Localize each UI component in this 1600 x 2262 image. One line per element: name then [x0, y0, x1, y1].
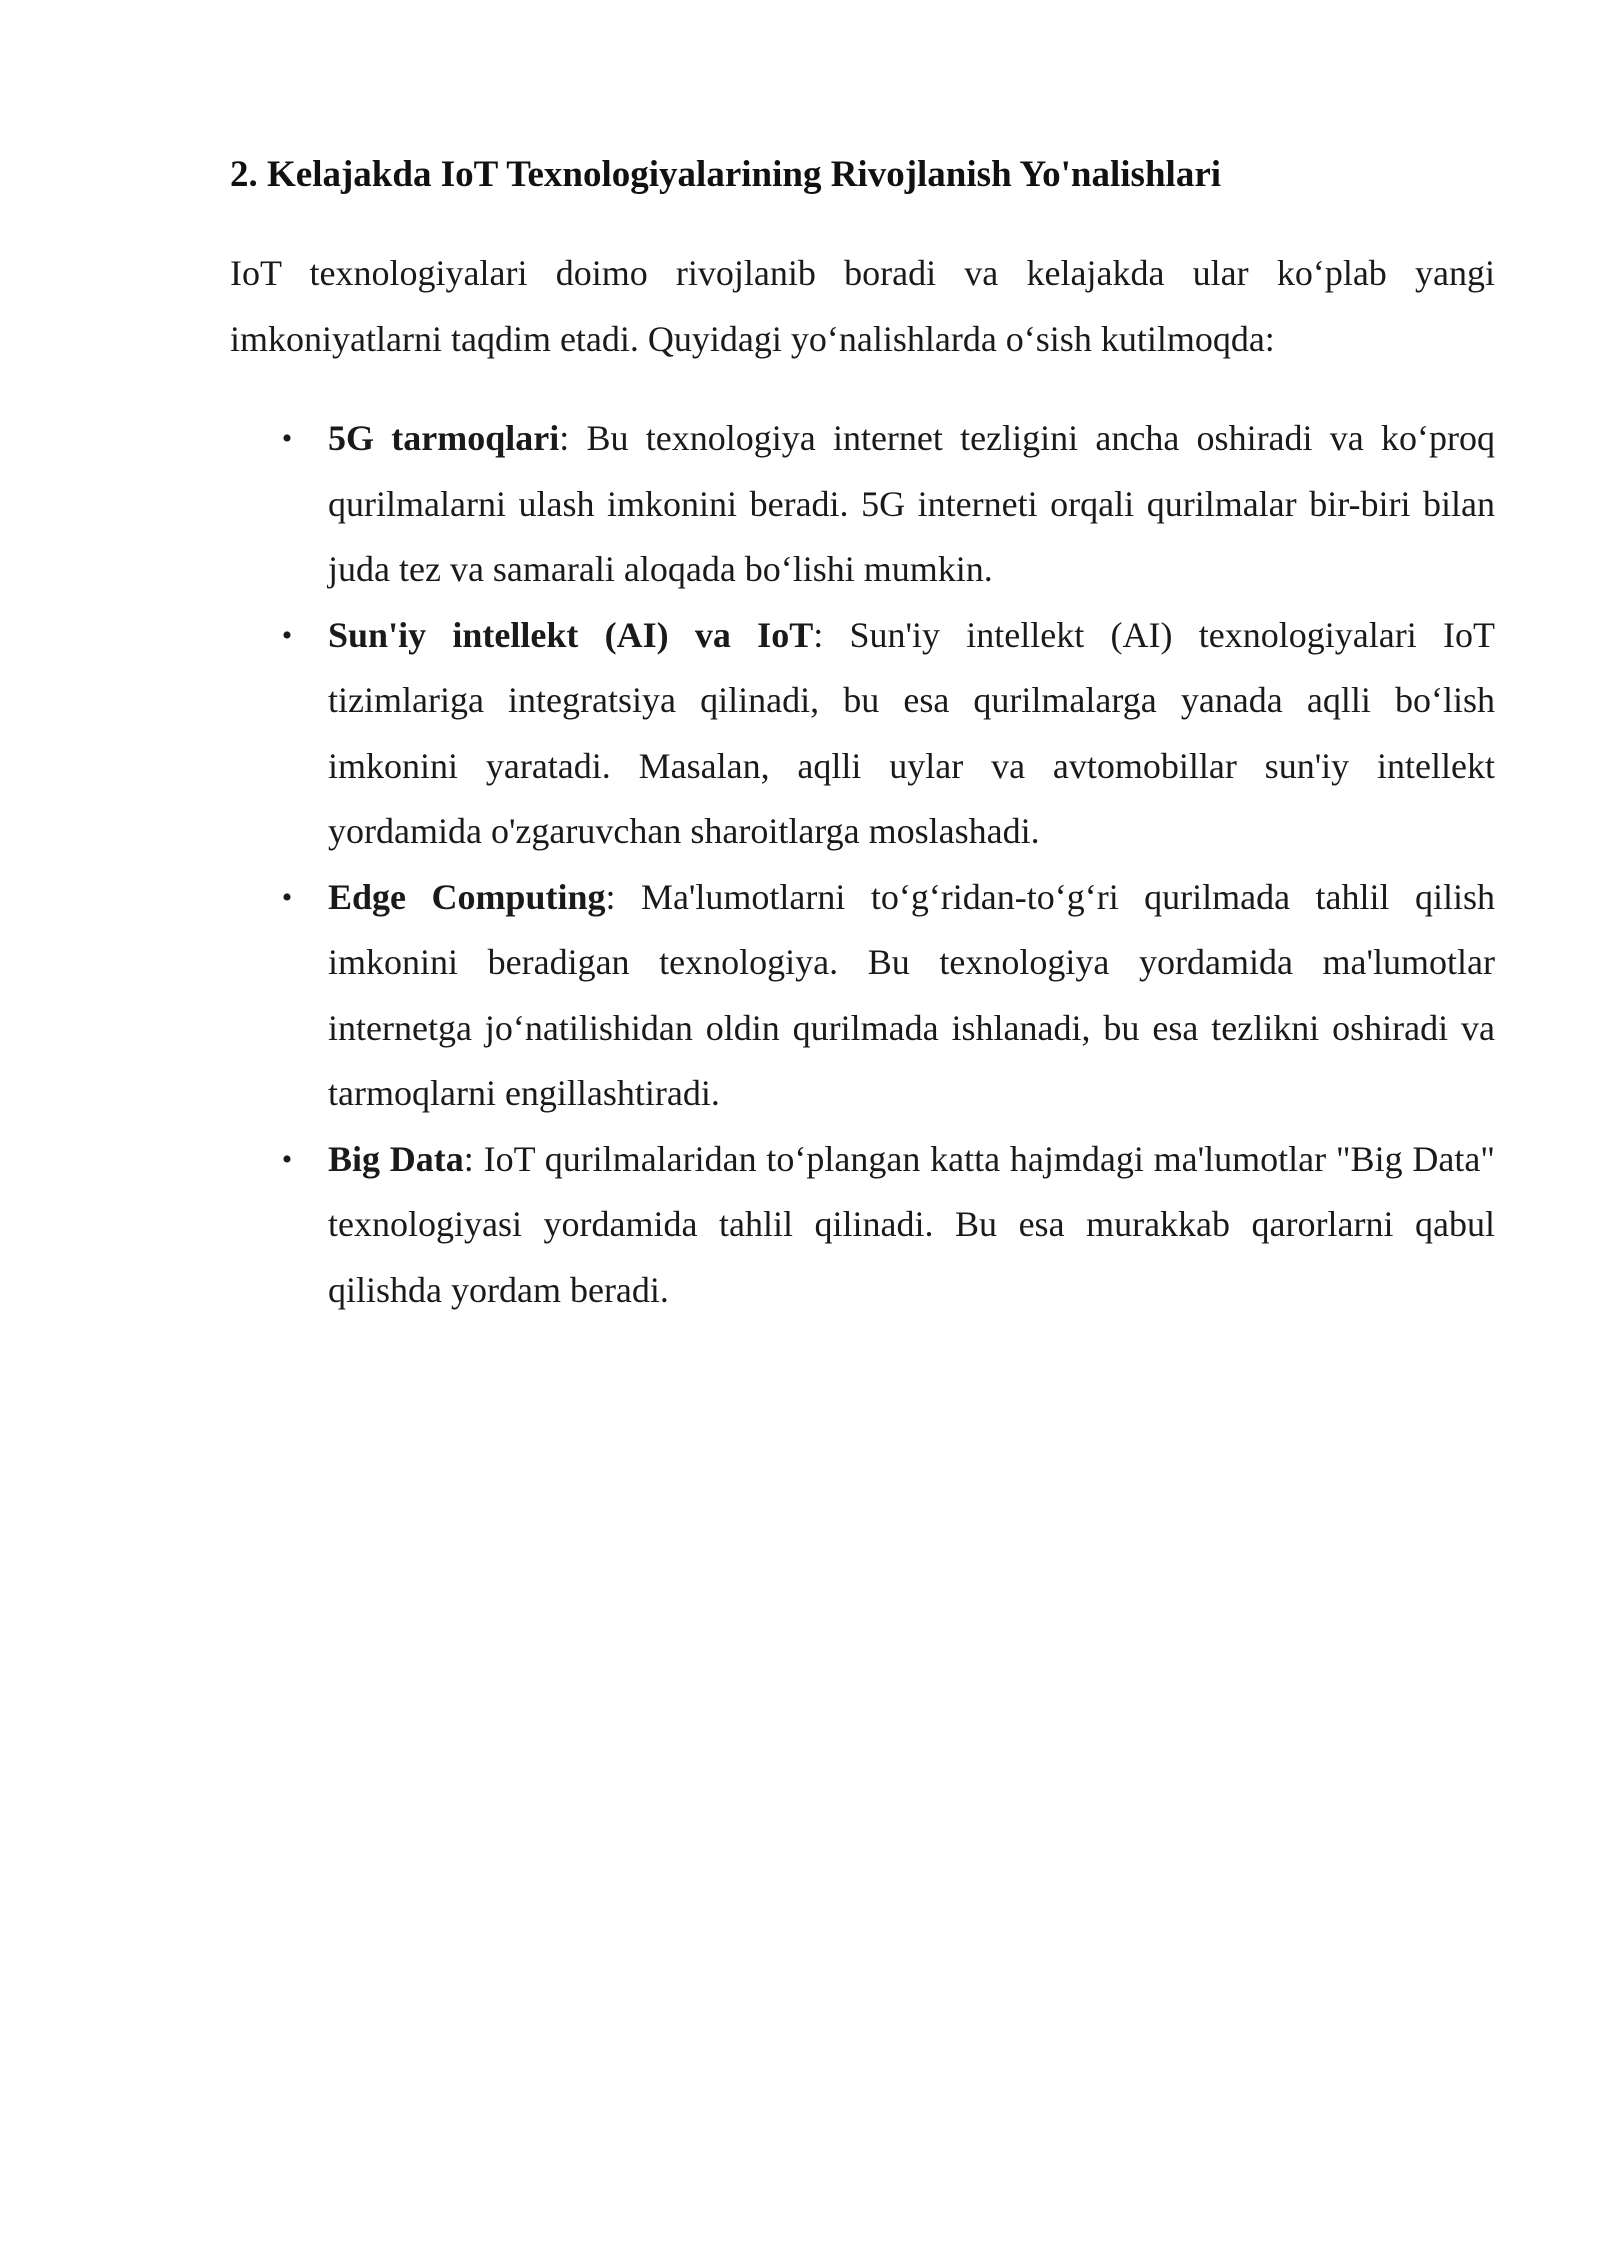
list-item-text: : Sun'iy intellekt (AI) texnologiyalari IoT tizimlariga integratsiya qilinadi, bu esa qurilmalarga yanada aqlli bo‘lish imkonini yaratadi. Masalan, aqlli uylar va avtomobillar sun'iy intellekt yordamida o'zgaruvchan sharoitlarga moslashadi.: [328, 614, 1495, 851]
list-item-term: Edge Computing: [328, 876, 606, 917]
bullet-icon: •: [281, 1142, 293, 1176]
list-item-text: : Bu texnologiya internet tezligini ancha oshiradi va ko‘proq qurilmalarni ulash imkonini beradi. 5G interneti orqali qurilmalar bir-biri bilan juda tez va samarali aloqada bo‘lishi mumkin.: [328, 418, 1495, 589]
list-item: [230, 865, 1495, 1127]
list-item-text: : Ma'lumotlarni to‘g‘ridan-to‘g‘ri qurilmada tahlil qilish imkonini beradigan texnologiya. Bu texnologiya yordamida ma'lumotlar internetga jo‘natilishidan oldin qurilmada ishlanadi, bu esa tezlikni oshiradi va tarmoqlarni engillashtiradi.: [328, 876, 1495, 1113]
list-item-term: Big Data: [328, 1138, 464, 1179]
section-heading: 2. Kelajakda IoT Texnologiyalarining Rivojlanish Yo'nalishlari: [230, 154, 1222, 195]
bullet-icon: •: [281, 880, 293, 914]
bullet-list: [230, 406, 1495, 1323]
list-item: [230, 1127, 1495, 1324]
list-item-text: : IoT qurilmalaridan to‘plangan katta hajmdagi ma'lumotlar "Big Data" texnologiyasi yordamida tahlil qilinadi. Bu esa murakkab qarorlarni qabul qilishda yordam beradi.: [328, 1138, 1496, 1310]
intro-paragraph: IoT texnologiyalari doimo rivojlanib boradi va kelajakda ular ko‘plab yangi imkoniyatlarni taqdim etadi. Quyidagi yo‘nalishlarda o‘sish kutilmoqda:: [230, 253, 1495, 359]
bullet-icon: •: [281, 618, 293, 652]
list-item-term: 5G tarmoqlari: [328, 418, 560, 458]
list-item: [230, 406, 1495, 603]
list-item: [230, 603, 1495, 865]
bullet-icon: •: [281, 422, 293, 455]
document-content: [230, 145, 1495, 1323]
list-item-term: Sun'iy intellekt (AI) va IoT: [328, 614, 814, 655]
